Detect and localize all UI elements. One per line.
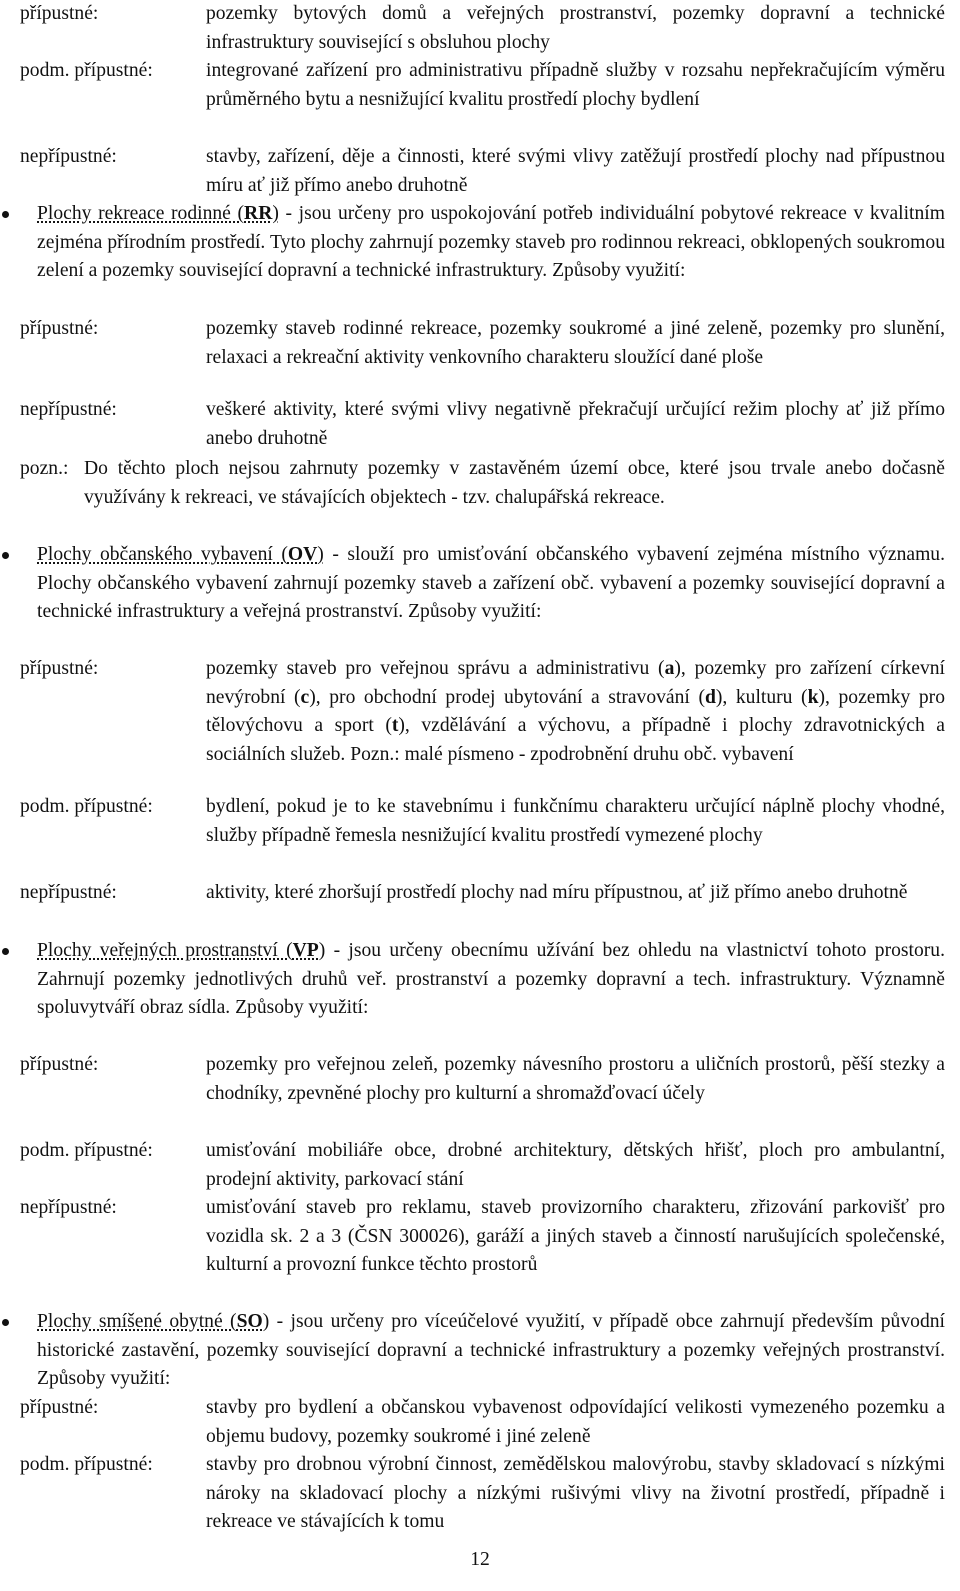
category-description: - jsou určeny pro víceúčelové využití, v případě obce zahrnují především původní historické zastavění, pozemky související dopravní a technické infrastruktury a pozemky veřejných prostranství. Způsoby využití:: [37, 1311, 945, 1390]
usage-label: přípustné:: [20, 3, 99, 24]
usage-text: bydlení, pokud je to ke stavebnímu i funkčnímu charakteru určující náplně plochy vhodné, služby případně řemesla nesnižující kvalitu prostředí vymezené plochy: [206, 796, 945, 846]
category-title: Plochy rekreace rodinné (RR): [37, 203, 279, 224]
note-row: [20, 455, 945, 512]
usage-row-conditional: [20, 57, 945, 114]
usage-row-permitted: [20, 315, 945, 372]
usage-row-prohibited: [20, 879, 945, 908]
usage-text: veškeré aktivity, které svými vlivy negativně překračují určující režim plochy ať již přímo anebo druhotně: [206, 399, 945, 449]
usage-label: podm. přípustné:: [20, 1140, 153, 1161]
bullet-icon: [2, 552, 9, 559]
category-description: - slouží pro umisťování občanského vybavení zejména místního významu. Plochy občanského vybavení zahrnují pozemky staveb a zařízení obč. vybavení a pozemky související dopravní a technické infrastruktury a veřejná prostranství. Způsoby využití:: [37, 544, 946, 623]
usage-row-prohibited: [20, 1194, 945, 1280]
usage-row-permitted: [20, 655, 945, 769]
category-code: RR: [244, 203, 273, 224]
category-title: Plochy občanského vybavení (OV): [37, 544, 324, 565]
usage-text: stavby pro bydlení a občanskou vybavenost odpovídající velikosti vymezeného pozemku a objemu budovy, pozemky soukromé i jiné zeleně: [206, 1397, 945, 1447]
usage-row-permitted: [20, 1051, 945, 1108]
page-number: 12: [470, 1549, 490, 1570]
category-description: - jsou určeny pro uspokojování potřeb individuální pobytové rekreace v kvalitním zejména přírodním prostředí. Tyto plochy zahrnují pozemky staveb pro rodinnou rekreaci, obklopených soukromou zelení a pozemky související dopravní a technické infrastruktury. Způsoby využití:: [37, 203, 945, 282]
usage-text: stavby pro drobnou výrobní činnost, zemědělskou malovýrobu, stavby skladovací s nízkými nároky na skladovací plochy a nízkými rušivými vlivy na životní prostředí, případně i rekreace ve stávajících k tomu: [206, 1454, 945, 1533]
category-item-rr: [37, 200, 945, 286]
usage-label: podm. přípustné:: [20, 60, 153, 81]
note-text: Do těchto ploch nejsou zahrnuty pozemky v zastavěném území obce, které jsou trvale anebo dočasně využívány k rekreaci, ve stávajících objektech - tzv. chalupářská rekreace.: [84, 458, 945, 508]
category-code: VP: [292, 940, 319, 961]
usage-text: pozemky pro veřejnou zeleň, pozemky návesního prostoru a uličních prostorů, pěší stezky a chodníky, zpevněné plochy pro kulturní a shromažďovací účely: [206, 1054, 945, 1104]
category-item-ov: [37, 541, 945, 627]
usage-label: podm. přípustné:: [20, 796, 153, 817]
usage-row-conditional: [20, 1451, 945, 1537]
bullet-icon: [2, 211, 9, 218]
category-title: Plochy veřejných prostranství (VP): [37, 940, 326, 961]
category-description: - jsou určeny obecnímu užívání bez ohledu na vlastnictví tohoto prostoru. Zahrnují pozemky jednotlivých druhů veř. prostranství a pozemky dopravní a tech. infrastruktury. Významně spoluvytváří obraz sídla. Způsoby využití:: [37, 940, 945, 1019]
usage-label: přípustné:: [20, 318, 99, 339]
note-label: pozn.:: [20, 458, 69, 479]
usage-text: pozemky staveb pro veřejnou správu a administrativu (a), pozemky pro zařízení církevní nevýrobní (c), pro obchodní prodej ubytování a stravování (d), kulturu (k), pozemky pro tělovýchovu a sport (t), vzdělávání a výchovu, a případně i plochy zdravotnických a sociálních služeb. Pozn.: malé písmeno - zpodrobnění druhu obč. vybavení: [206, 658, 946, 765]
usage-row-prohibited: [20, 143, 945, 200]
usage-row-conditional: [20, 793, 945, 850]
usage-label: nepřípustné:: [20, 146, 117, 167]
category-code: SO: [236, 1311, 263, 1332]
bullet-icon: [2, 948, 9, 955]
usage-label: podm. přípustné:: [20, 1454, 153, 1475]
category-item-vp: [37, 937, 945, 1023]
usage-text: pozemky bytových domů a veřejných prostranství, pozemky dopravní a technické infrastruktury související s obsluhou plochy: [206, 3, 945, 53]
bullet-icon: [2, 1319, 9, 1326]
usage-text: pozemky staveb rodinné rekreace, pozemky soukromé a jiné zeleně, pozemky pro slunění, relaxaci a rekreační aktivity venkovního charakteru sloužící dané ploše: [206, 318, 945, 368]
usage-row-prohibited: [20, 396, 945, 453]
usage-label: nepřípustné:: [20, 1197, 117, 1218]
usage-label: přípustné:: [20, 1054, 99, 1075]
category-item-so: [37, 1308, 945, 1394]
usage-text: stavby, zařízení, děje a činnosti, které svými vlivy zatěžují prostředí plochy nad přípustnou míru ať již přímo anebo druhotně: [206, 146, 945, 196]
category-title: Plochy smíšené obytné (SO): [37, 1311, 270, 1332]
usage-row-conditional: [20, 1137, 945, 1194]
usage-label: přípustné:: [20, 1397, 99, 1418]
category-code: OV: [287, 544, 318, 565]
usage-text: umisťování mobiliáře obce, drobné architektury, dětských hřišť, ploch pro ambulantní, prodejní aktivity, parkovací stání: [206, 1140, 945, 1190]
usage-text: aktivity, které zhoršují prostředí plochy nad míru přípustnou, ať již přímo anebo druhotně: [206, 882, 908, 903]
usage-label: přípustné:: [20, 658, 99, 679]
usage-text: integrované zařízení pro administrativu případně služby v rozsahu nepřekračujícím výměru průměrného bytu a nesnižující kvalitu prostředí plochy bydlení: [206, 60, 945, 110]
usage-label: nepřípustné:: [20, 399, 117, 420]
usage-text: umisťování staveb pro reklamu, staveb provizorního charakteru, zřizování parkovišť pro vozidla sk. 2 a 3 (ČSN 300026), garáží a jiných staveb a činností narušujících společenské, kulturní a provozní funkce těchto prostorů: [206, 1197, 945, 1276]
usage-label: nepřípustné:: [20, 882, 117, 903]
usage-row-permitted: [20, 0, 945, 57]
usage-row-permitted: [20, 1394, 945, 1451]
